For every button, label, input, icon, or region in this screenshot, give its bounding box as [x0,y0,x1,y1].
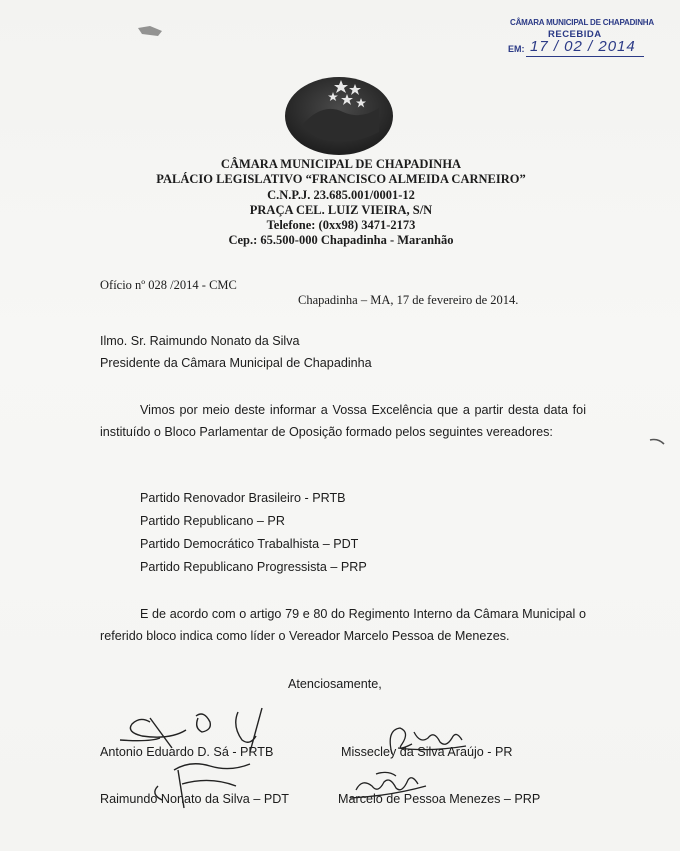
party-item: Partido Renovador Brasileiro - PRTB [140,491,346,505]
document-reference: Ofício nº 028 /2014 - CMC [100,278,237,292]
recipient-title: Presidente da Câmara Municipal de Chapadinha [100,356,372,370]
municipal-emblem-icon [283,72,395,156]
letterhead-institution: CÂMARA MUNICIPAL DE CHAPADINHA [220,157,462,171]
party-item: Partido Republicano Progressista – PRP [140,560,367,574]
letterhead-cep: Cep.: 65.500-000 Chapadinha - Maranhão [228,233,454,248]
scan-smudge-mark [138,26,162,36]
stamp-date-line [526,56,644,57]
recipient-name: Ilmo. Sr. Raimundo Nonato da Silva [100,334,300,348]
party-item: Partido Democrático Trabalhista – PDT [140,537,359,551]
signatory-pr: Missecley da Silva Araújo - PR [341,745,513,759]
letterhead-palace: PALÁCIO LEGISLATIVO “FRANCISCO ALMEIDA CARNEIRO” [156,172,526,187]
signatory-pdt: Raimundo Nonato da Silva – PDT [100,792,290,806]
signatory-prp: Marcelo de Pessoa Menezes – PRP [338,792,541,806]
closing-salutation: Atenciosamente, [288,677,382,691]
party-item: Partido Republicano – PR [140,514,285,528]
letterhead [100,157,582,249]
stamp-date-prefix: EM: [508,44,525,54]
letterhead-cnpj: C.N.P.J. 23.685.001/0001-12 [267,187,415,202]
received-stamp [506,14,652,64]
body-paragraph-1 [100,400,586,443]
signatory-prtb: Antonio Eduardo D. Sá - PRTB [100,745,274,759]
stamp-date: 17 / 02 / 2014 [530,38,636,55]
body-paragraph-2 [100,604,586,647]
stamp-institution: CÂMARA MUNICIPAL DE CHAPADINHA [510,18,654,27]
body-paragraph-2-text: E de acordo com o artigo 79 e 80 do Regimento Interno da Câmara Municipal o referido bloco indica como líder o Vereador Marcelo Pessoa de Menezes. [100,607,586,643]
stamp-received-label: RECEBIDA [548,29,602,40]
letterhead-address: PRAÇA CEL. LUIZ VIEIRA, S/N [249,202,433,217]
letterhead-phone: Telefone: (0xx98) 3471-2173 [266,218,416,233]
place-and-date: Chapadinha – MA, 17 de fevereiro de 2014. [298,293,519,307]
body-paragraph-1-text: Vimos por meio deste informar a Vossa Excelência que a partir desta data foi instituído o Bloco Parlamentar de Oposição formado pelos seguintes vereadores: [100,403,586,439]
scan-edge-mark [650,440,664,445]
